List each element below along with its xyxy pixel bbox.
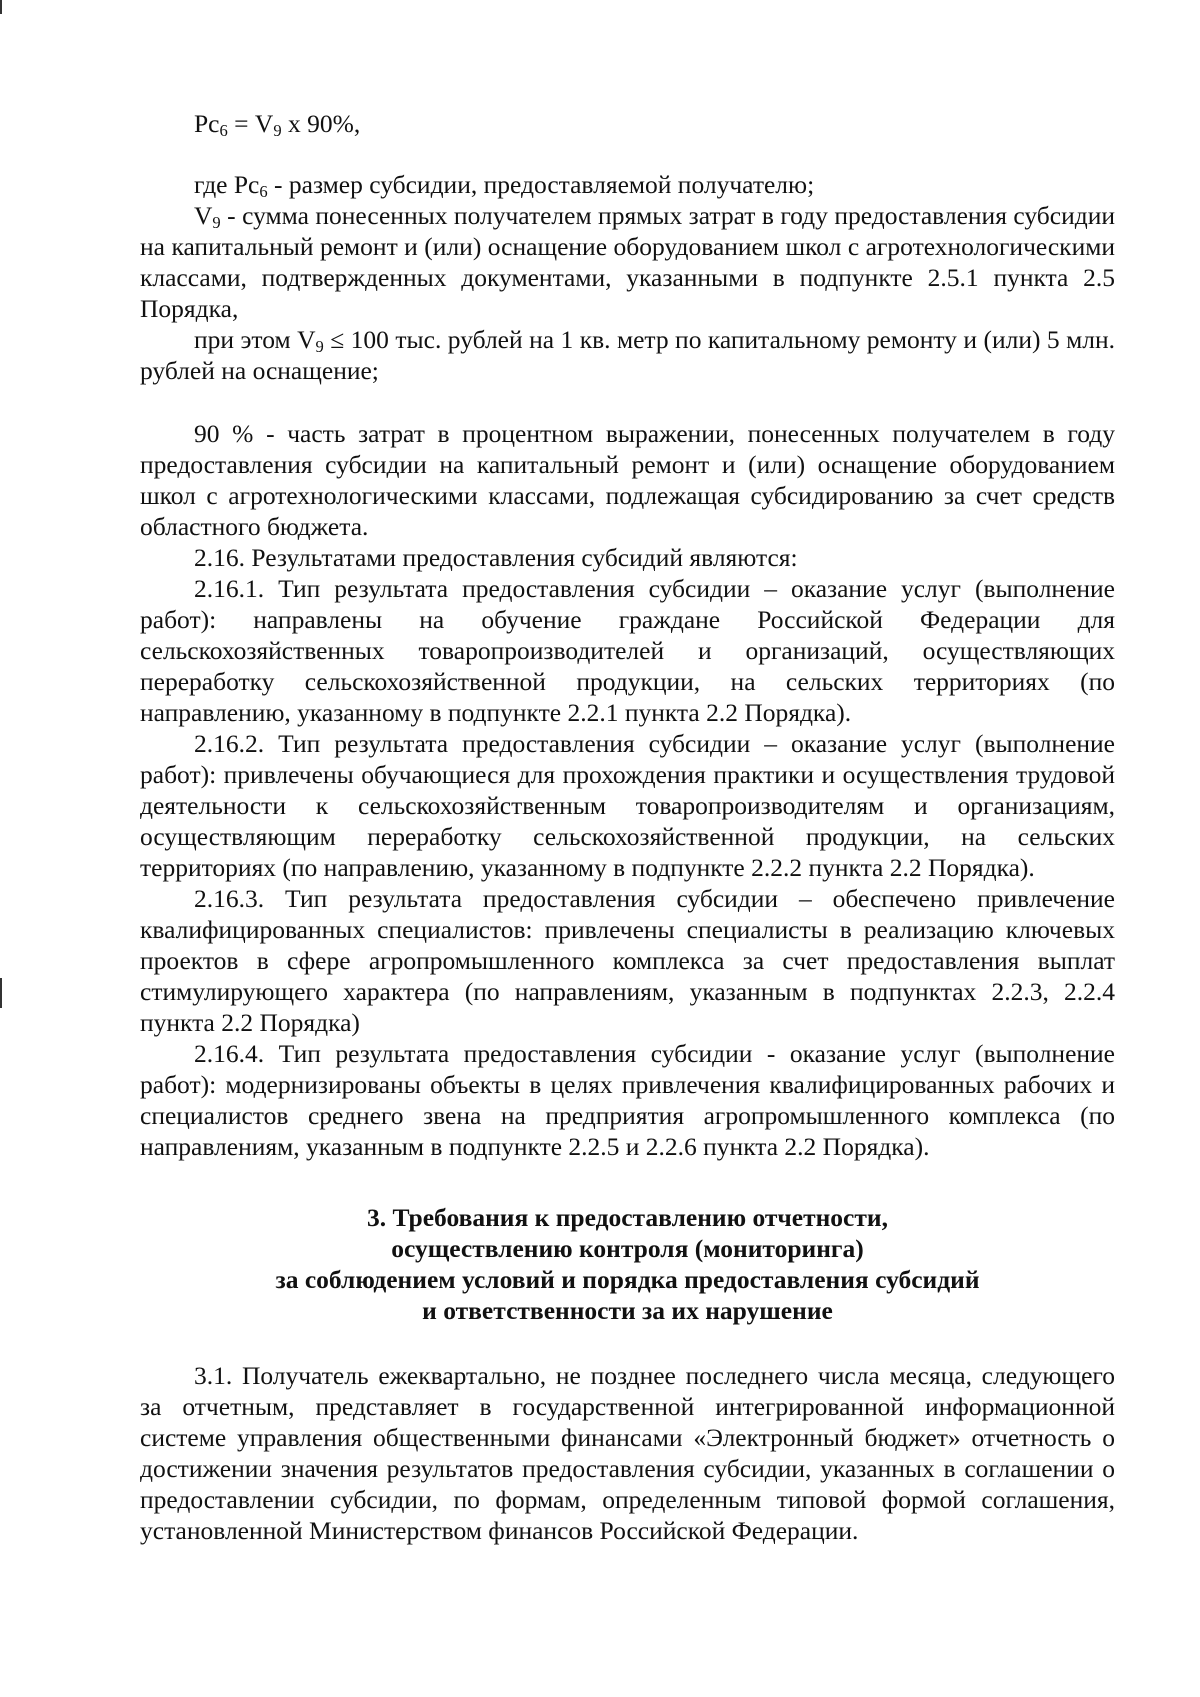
- paragraph-2-16-3: 2.16.3. Тип результата предоставления субсидии – обеспечено привлечение квалифицированных специалистов: привлечены специалисты в реализацию ключевых проектов в сфере агропромышленного комплекса за счет предоставления выплат стимулирующего характера (по направлениям, указанным в подпунктах 2.2.3, 2.2.4 пункта 2.2 Порядка): [140, 884, 1115, 1037]
- definition-v9-text: - сумма понесенных получателем прямых затрат в году предоставления субсидии на капитальный ремонт и (или) оснащение оборудованием школ с агротехнологическими классами, подтвержденных документами, указанными в подпункте 2.5.1 пункта 2.5 Порядка,: [140, 201, 1115, 323]
- paragraph-2-16-1: 2.16.1. Тип результата предоставления субсидии – оказание услуг (выполнение работ): направлены на обучение граждане Российской Федерации для сельскохозяйственных товаропроизводителей и организаций, осуществляющих переработку сельскохозяйственной продукции, на сельских территориях (по направлению, указанному в подпункте 2.2.1 пункта 2.2 Порядка).: [140, 574, 1115, 727]
- spacer: [140, 386, 1115, 418]
- paragraph-3-1: 3.1. Получатель ежеквартально, не позднее последнего числа месяца, следующего за отчетным, представляет в государственной интегрированной информационной системе управления общественными финансами «Электронный бюджет» отчетность о достижении значения результатов предоставления субсидии, указанных в соглашении о предоставлении субсидии, по формам, определенным типовой формой соглашения, установленной Министерством финансов Российской Федерации.: [140, 1361, 1115, 1545]
- formula-lhs-subscript: 6: [219, 121, 228, 141]
- formula-rest: x 90%,: [281, 109, 361, 138]
- definition-v9-prefix: V: [194, 201, 213, 230]
- formula-equals: = V: [227, 109, 274, 138]
- definition-percent: 90 % - часть затрат в процентном выражении, понесенных получателем в году предоставления субсидии на капитальный ремонт и (или) оснащение оборудованием школ с агротехнологическими классами, подлежащая субсидированию за счет средств областного бюджета.: [140, 419, 1115, 541]
- definition-rc6-prefix: где Рс: [194, 170, 260, 199]
- section-3-heading-line: осуществлению контроля (мониторинга): [391, 1234, 864, 1263]
- paragraph-2-16-2: 2.16.2. Тип результата предоставления субсидии – оказание услуг (выполнение работ): привлечены обучающиеся для прохождения практики и осуществления трудовой деятельности к сельскохозяйственным товаропроизводителям и организациям, осуществляющим переработку сельскохозяйственной продукции, на сельских территориях (по направлению, указанному в подпункте 2.2.2 пункта 2.2 Порядка).: [140, 729, 1115, 882]
- definition-rc6-subscript: 6: [259, 182, 268, 202]
- definition-limit-prefix: при этом V: [194, 325, 316, 354]
- scan-edge-mark-top: [0, 0, 2, 14]
- definition-v9-subscript: 9: [212, 213, 221, 233]
- definition-limit-subscript: 9: [315, 337, 324, 357]
- definition-v9: [140, 200, 1115, 324]
- definition-rc6: [140, 169, 1115, 200]
- document-page: [140, 108, 1115, 1546]
- section-3-heading-line: за соблюдением условий и порядка предоставления субсидий: [275, 1265, 980, 1294]
- section-3-heading-line: 3. Требования к предоставлению отчетности,: [367, 1203, 888, 1232]
- formula-lhs: Рс: [194, 109, 220, 138]
- paragraph-2-16: 2.16. Результатами предоставления субсидий являются:: [194, 543, 798, 572]
- scan-edge-mark-middle: [0, 978, 2, 1008]
- paragraph-2-16-4: 2.16.4. Тип результата предоставления субсидии - оказание услуг (выполнение работ): модернизированы объекты в целях привлечения квалифицированных рабочих и специалистов среднего звена на предприятия агропромышленного комплекса (по направлениям, указанным в подпункте 2.2.5 и 2.2.6 пункта 2.2 Порядка).: [140, 1039, 1115, 1161]
- section-3-heading: [140, 1202, 1115, 1326]
- definition-rc6-text: - размер субсидии, предоставляемой получателю;: [267, 170, 815, 199]
- definition-limit-text: ≤ 100 тыс. рублей на 1 кв. метр по капитальному ремонту и (или) 5 млн. рублей на оснащение;: [140, 325, 1115, 385]
- subsidy-formula: [140, 108, 1115, 139]
- section-3-heading-line: и ответственности за их нарушение: [422, 1296, 833, 1325]
- formula-v-subscript: 9: [273, 121, 282, 141]
- definition-limit: [140, 324, 1115, 386]
